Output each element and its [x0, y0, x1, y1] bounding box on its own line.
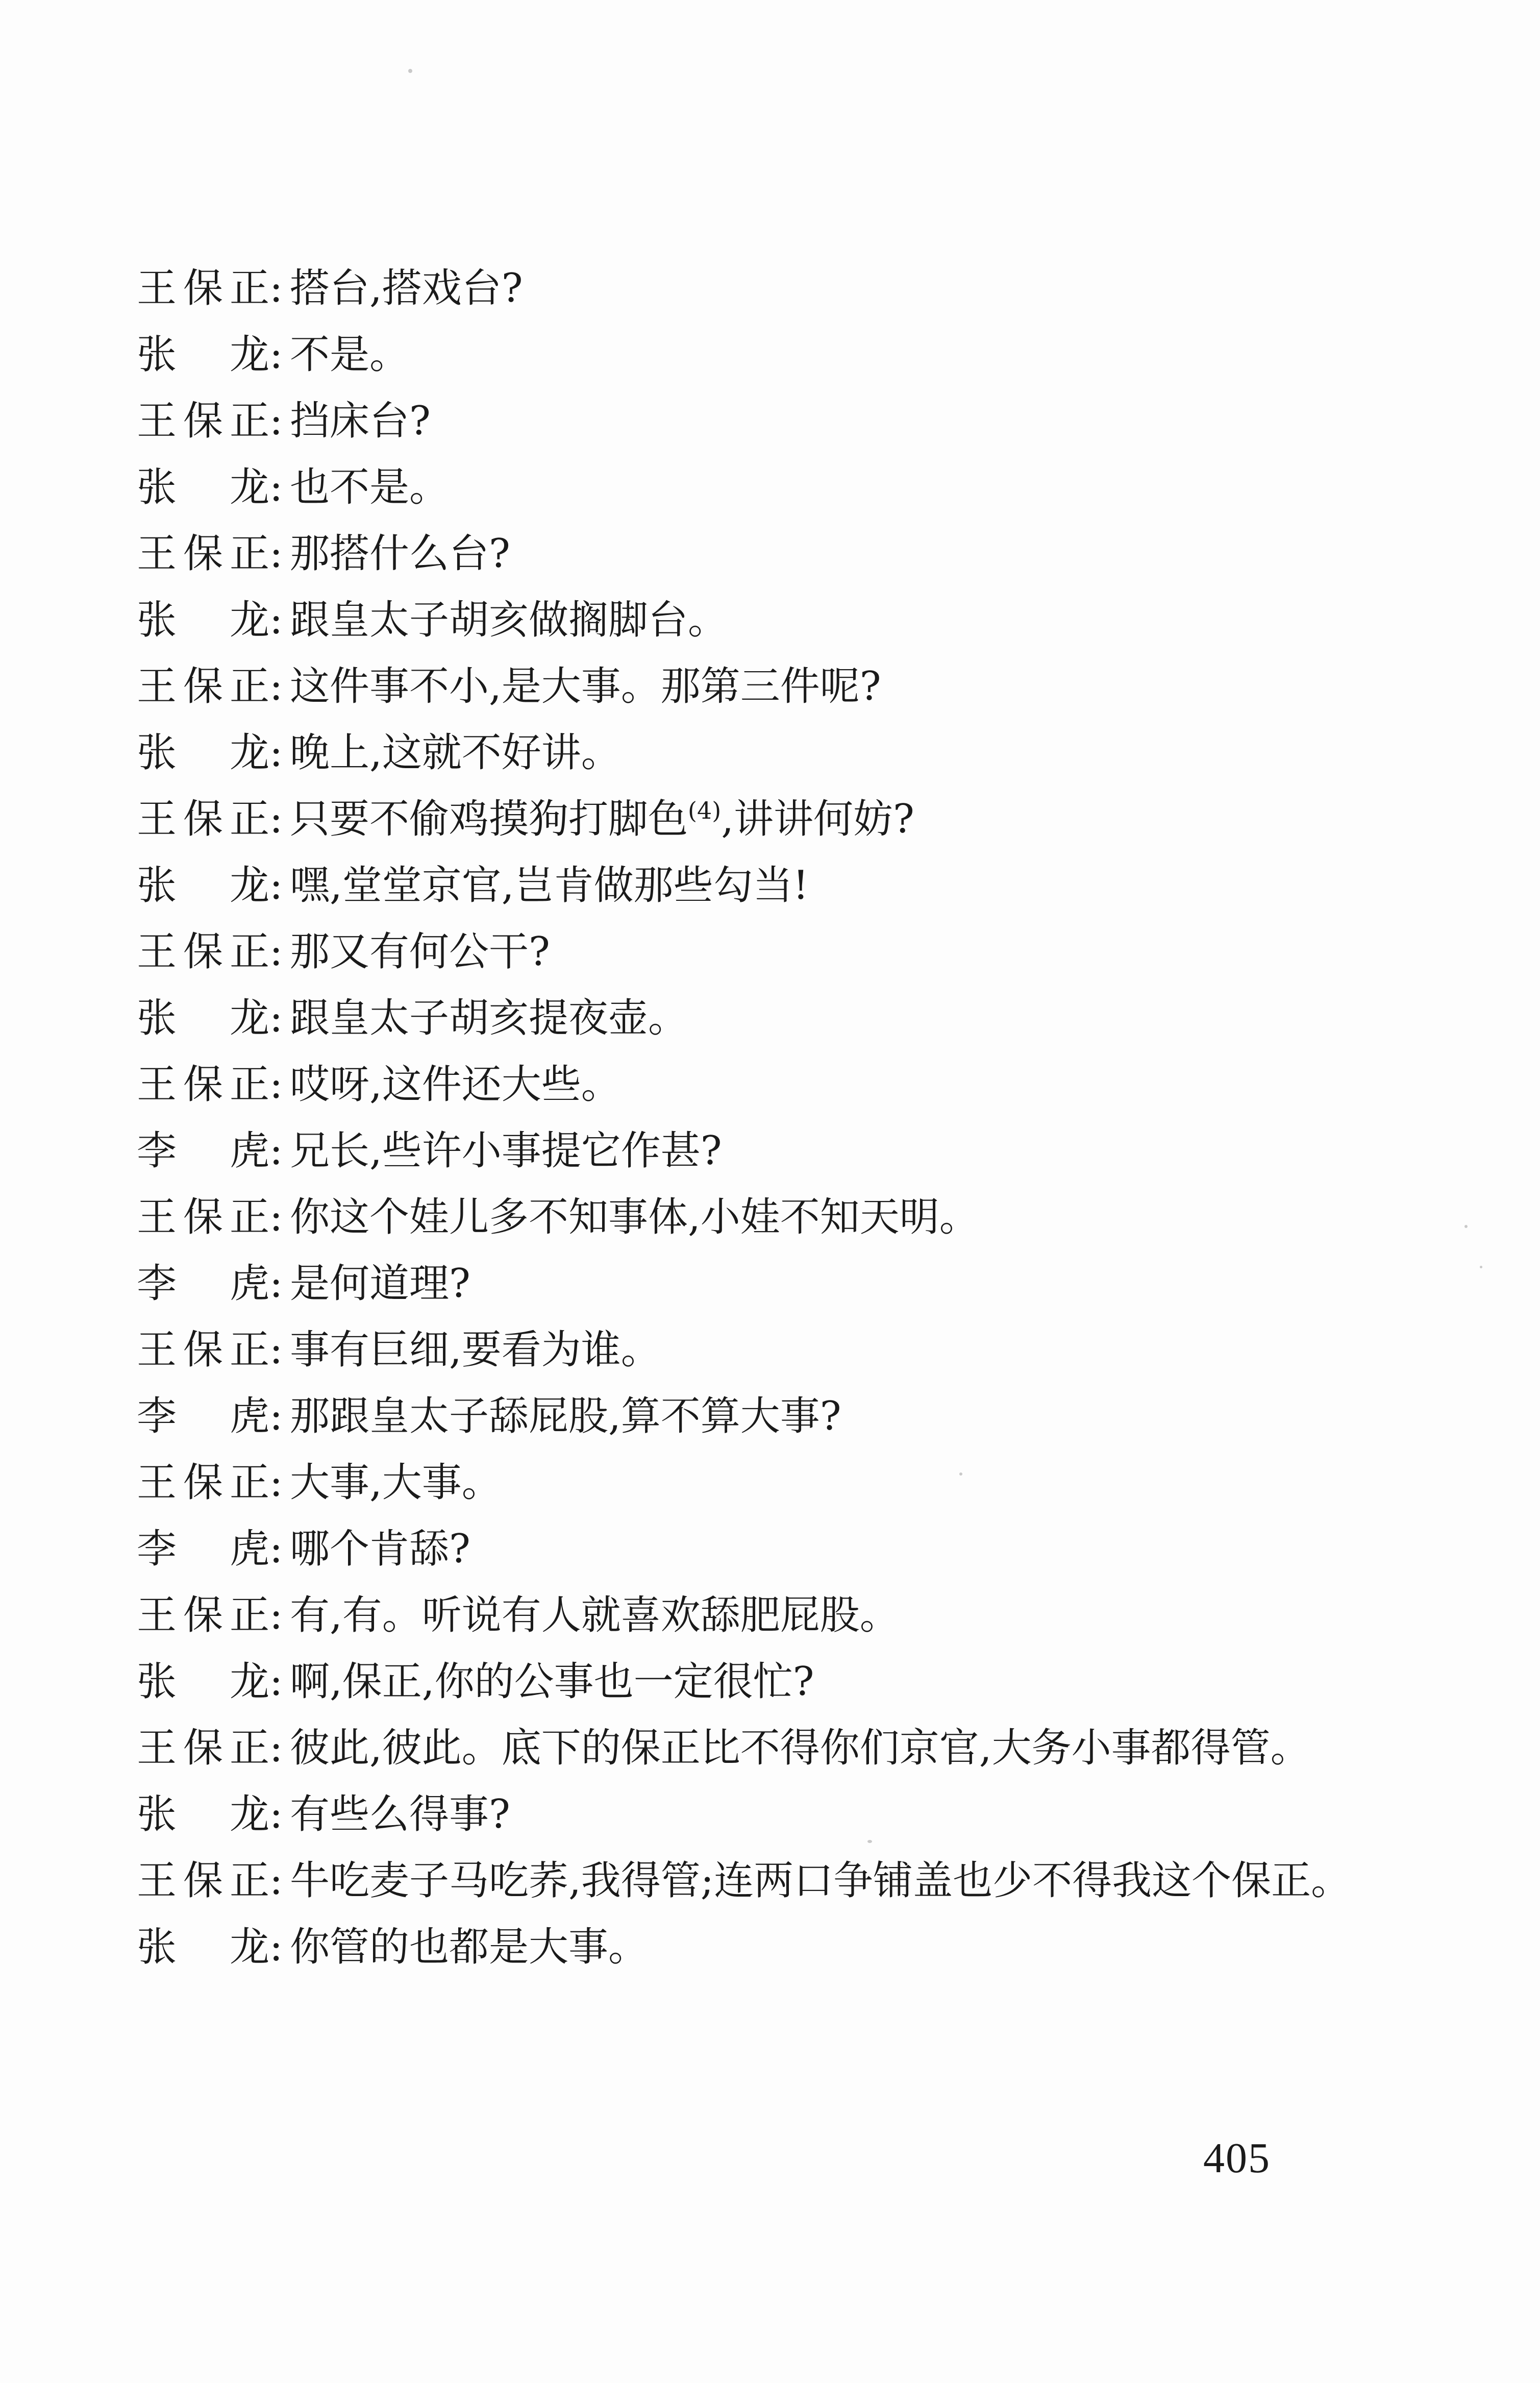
dialogue-line: [137, 1914, 1402, 1980]
speaker-char: 李: [137, 1526, 177, 1572]
speaker-char: 保: [183, 1062, 223, 1108]
speaker-char: 保: [183, 1592, 223, 1638]
speaker-char: 保: [183, 796, 223, 842]
speaker-char: 王: [137, 929, 177, 975]
speaker-name: [137, 1781, 269, 1848]
speaker-char: 保: [183, 1460, 223, 1506]
dialogue-line: [137, 919, 1402, 985]
speaker-char: 龙: [230, 1659, 270, 1705]
speech-text-part: 晚上,这就不好讲。: [290, 730, 621, 776]
speaker-name: [137, 454, 269, 521]
speaker-colon: :: [269, 332, 283, 378]
speaker-char: 王: [137, 531, 177, 577]
speech-text-part: 只要不偷鸡摸狗打脚色: [290, 796, 688, 842]
speaker-colon: :: [269, 1592, 283, 1638]
speaker-char: 王: [137, 1062, 177, 1108]
speaker-name: [137, 720, 269, 786]
speaker-colon: :: [269, 863, 283, 908]
speech-text-part: 那又有何公干?: [290, 929, 550, 975]
speaker-char: 正: [229, 1592, 269, 1638]
speaker-char: 龙: [230, 332, 270, 378]
speaker-char: 王: [137, 1858, 177, 1904]
speaker-name: [137, 786, 269, 852]
speaker-char: 张: [137, 332, 177, 378]
speech-text-part: 大事,大事。: [290, 1460, 502, 1506]
speaker-char: 正: [229, 1327, 269, 1373]
speaker-name: [137, 521, 269, 587]
speaker-colon: :: [269, 265, 283, 311]
speaker-char: 正: [229, 929, 269, 975]
speech-text: [290, 1051, 1402, 1118]
speaker-char: 王: [137, 398, 177, 444]
scan-speck: [1480, 1266, 1482, 1268]
speaker-char: 龙: [230, 1924, 270, 1970]
dialogue-list: [137, 255, 1402, 1980]
speech-text-part: 这件事不小,是大事。那第三件呢?: [290, 664, 881, 709]
speaker-char: 龙: [230, 1791, 270, 1837]
speech-text-part: 你这个娃儿多不知事体,小娃不知天明。: [290, 1194, 979, 1240]
dialogue-line: [137, 852, 1402, 919]
speaker-colon: :: [269, 1393, 283, 1439]
speech-text: [290, 1184, 1402, 1250]
speaker-char: 虎: [230, 1128, 270, 1174]
speech-text: [290, 1250, 1402, 1317]
speaker-colon: :: [269, 1659, 283, 1705]
speaker-char: 龙: [230, 995, 270, 1041]
speaker-char: 张: [137, 1791, 177, 1837]
speech-text-part: 哎呀,这件还大些。: [290, 1062, 621, 1108]
speaker-colon: :: [269, 531, 283, 577]
speaker-char: 正: [229, 398, 269, 444]
speech-text-part: ,讲讲何妨?: [721, 796, 914, 842]
dialogue-line: [137, 1184, 1402, 1250]
speaker-char: 王: [137, 1194, 177, 1240]
dialogue-line: [137, 720, 1402, 786]
speech-text: [290, 1450, 1402, 1516]
speaker-colon: :: [269, 796, 283, 842]
speaker-char: 张: [137, 995, 177, 1041]
dialogue-line: [137, 653, 1402, 720]
speaker-char: 张: [137, 597, 177, 643]
speaker-name: [137, 1649, 269, 1715]
speaker-char: 保: [183, 398, 223, 444]
speaker-char: 张: [137, 1924, 177, 1970]
speaker-char: 保: [183, 265, 223, 311]
speaker-char: 正: [229, 1725, 269, 1771]
speaker-char: 正: [229, 531, 269, 577]
speaker-name: [137, 1582, 269, 1649]
dialogue-line: [137, 985, 1402, 1051]
speaker-name: [137, 653, 269, 720]
speech-text: [290, 255, 1402, 322]
speech-text-part: 有,有。听说有人就喜欢舔肥屁股。: [290, 1592, 900, 1638]
speaker-name: [137, 1516, 269, 1582]
speaker-char: 正: [229, 796, 269, 842]
speech-text: [290, 1848, 1402, 1914]
speech-text: [290, 587, 1402, 653]
speaker-colon: :: [269, 1924, 283, 1970]
speaker-char: 王: [137, 265, 177, 311]
speaker-name: [137, 852, 269, 919]
speaker-char: 保: [183, 1725, 223, 1771]
dialogue-line: [137, 322, 1402, 388]
speech-text: [290, 1914, 1402, 1980]
footnote-marker: (4): [688, 797, 722, 824]
speaker-char: 张: [137, 464, 177, 510]
speaker-char: 龙: [230, 464, 270, 510]
speaker-char: 王: [137, 1460, 177, 1506]
speaker-char: 龙: [230, 597, 270, 643]
speech-text: [290, 720, 1402, 786]
scan-speck: [959, 1472, 962, 1476]
speech-text-part: 嘿,堂堂京官,岂肯做那些勾当!: [290, 863, 809, 908]
speech-text-part: 不是。: [290, 332, 410, 378]
scan-speck: [408, 69, 412, 73]
speaker-char: 虎: [230, 1526, 270, 1572]
speaker-name: [137, 1317, 269, 1383]
dialogue-line: [137, 587, 1402, 653]
dialogue-line: [137, 454, 1402, 521]
dialogue-line: [137, 1250, 1402, 1317]
speech-text: [290, 985, 1402, 1051]
speaker-char: 保: [183, 1858, 223, 1904]
speaker-char: 王: [137, 796, 177, 842]
dialogue-line: [137, 1118, 1402, 1184]
speaker-name: [137, 1118, 269, 1184]
dialogue-line: [137, 1450, 1402, 1516]
speaker-colon: :: [269, 1062, 283, 1108]
speech-text: [290, 454, 1402, 521]
speech-text-part: 跟皇太子胡亥提夜壶。: [290, 995, 688, 1041]
speaker-char: 虎: [230, 1393, 270, 1439]
speech-text-part: 也不是。: [290, 464, 450, 510]
speaker-colon: :: [269, 1128, 283, 1174]
speaker-char: 王: [137, 1327, 177, 1373]
speech-text-part: 挡床台?: [290, 398, 431, 444]
speaker-colon: :: [269, 1327, 283, 1373]
speech-text-part: 有些么得事?: [290, 1791, 510, 1837]
speaker-colon: :: [269, 1725, 283, 1771]
speaker-char: 正: [229, 1194, 269, 1240]
speaker-char: 王: [137, 664, 177, 709]
speaker-char: 保: [183, 1327, 223, 1373]
speaker-colon: :: [269, 1526, 283, 1572]
speaker-char: 李: [137, 1261, 177, 1307]
speaker-name: [137, 1383, 269, 1450]
page-number: 405: [1203, 2134, 1271, 2182]
speaker-name: [137, 985, 269, 1051]
speech-text-part: 哪个肯舔?: [290, 1526, 470, 1572]
speaker-name: [137, 1848, 269, 1914]
speaker-colon: :: [269, 1791, 283, 1837]
dialogue-line: [137, 1781, 1402, 1848]
speaker-name: [137, 388, 269, 454]
speaker-name: [137, 1250, 269, 1317]
speaker-name: [137, 919, 269, 985]
dialogue-line: [137, 1383, 1402, 1450]
scan-speck: [1464, 1225, 1468, 1228]
speech-text: [290, 1383, 1402, 1450]
speech-text: [290, 852, 1402, 919]
dialogue-line: [137, 255, 1402, 322]
speech-text: [290, 521, 1402, 587]
speech-text: [290, 1118, 1402, 1184]
speaker-char: 保: [183, 929, 223, 975]
speech-text-part: 那搭什么台?: [290, 531, 510, 577]
speech-text-part: 牛吃麦子马吃荞,我得管;连两口争铺盖也少不得我这个保正。: [290, 1858, 1351, 1904]
speaker-char: 张: [137, 863, 177, 908]
speech-text-part: 兄长,些许小事提它作甚?: [290, 1128, 722, 1174]
speech-text: [290, 1317, 1402, 1383]
speaker-colon: :: [269, 464, 283, 510]
speaker-name: [137, 1051, 269, 1118]
speaker-name: [137, 587, 269, 653]
speech-text: [290, 919, 1402, 985]
speaker-char: 李: [137, 1128, 177, 1174]
speech-text-part: 啊,保正,你的公事也一定很忙?: [290, 1659, 814, 1705]
speaker-char: 李: [137, 1393, 177, 1439]
speaker-char: 龙: [230, 863, 270, 908]
dialogue-line: [137, 1317, 1402, 1383]
speaker-colon: :: [269, 597, 283, 643]
scan-speck: [867, 1840, 872, 1843]
speech-text: [290, 388, 1402, 454]
speaker-char: 正: [229, 1858, 269, 1904]
speaker-char: 保: [183, 1194, 223, 1240]
speech-text: [290, 322, 1402, 388]
speaker-name: [137, 1914, 269, 1980]
speech-text-part: 是何道理?: [290, 1261, 470, 1307]
speech-text: [290, 1649, 1402, 1715]
speech-text: [290, 1582, 1402, 1649]
dialogue-line: [137, 1516, 1402, 1582]
speech-text: [290, 1516, 1402, 1582]
speaker-char: 保: [183, 531, 223, 577]
dialogue-line: [137, 1715, 1402, 1781]
speaker-char: 龙: [230, 730, 270, 776]
speaker-colon: :: [269, 1261, 283, 1307]
dialogue-line: [137, 1051, 1402, 1118]
speaker-char: 虎: [230, 1261, 270, 1307]
speech-text-part: 事有巨细,要看为谁。: [290, 1327, 661, 1373]
speech-text: [290, 1781, 1402, 1848]
dialogue-line: [137, 786, 1402, 852]
speech-text-part: 你管的也都是大事。: [290, 1924, 649, 1970]
speaker-name: [137, 1450, 269, 1516]
dialogue-line: [137, 521, 1402, 587]
speech-text-part: 跟皇太子胡亥做搁脚台。: [290, 597, 728, 643]
dialogue-line: [137, 388, 1402, 454]
speaker-colon: :: [269, 929, 283, 975]
speaker-char: 正: [229, 664, 269, 709]
dialogue-line: [137, 1582, 1402, 1649]
speaker-colon: :: [269, 1858, 283, 1904]
dialogue-line: [137, 1649, 1402, 1715]
speaker-char: 王: [137, 1725, 177, 1771]
speaker-name: [137, 255, 269, 322]
speaker-char: 张: [137, 730, 177, 776]
speaker-colon: :: [269, 1460, 283, 1506]
speaker-char: 张: [137, 1659, 177, 1705]
speaker-char: 正: [229, 1460, 269, 1506]
speaker-char: 保: [183, 664, 223, 709]
speaker-colon: :: [269, 398, 283, 444]
speaker-colon: :: [269, 1194, 283, 1240]
speech-text: [290, 653, 1402, 720]
speaker-char: 正: [229, 1062, 269, 1108]
speech-text-part: 彼此,彼此。底下的保正比不得你们京官,大务小事都得管。: [290, 1725, 1310, 1771]
speaker-name: [137, 1184, 269, 1250]
speaker-name: [137, 1715, 269, 1781]
speaker-colon: :: [269, 730, 283, 776]
speaker-colon: :: [269, 664, 283, 709]
speech-text-part: 搭台,搭戏台?: [290, 265, 523, 311]
speaker-colon: :: [269, 995, 283, 1041]
speech-text: [290, 786, 1402, 852]
speaker-name: [137, 322, 269, 388]
speech-text-part: 那跟皇太子舔屁股,算不算大事?: [290, 1393, 841, 1439]
speaker-char: 正: [229, 265, 269, 311]
speech-text: [290, 1715, 1402, 1781]
speaker-char: 王: [137, 1592, 177, 1638]
dialogue-line: [137, 1848, 1402, 1914]
